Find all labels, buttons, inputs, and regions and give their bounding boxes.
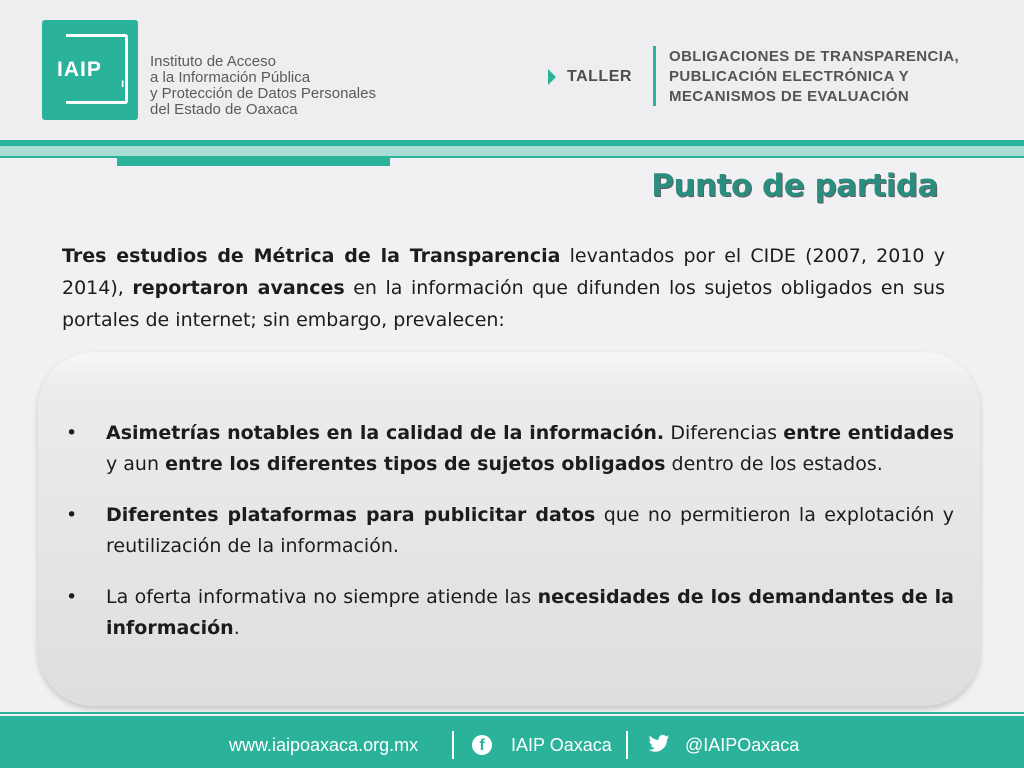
facebook-icon[interactable]: f <box>472 735 492 755</box>
bullet-emphasis: entre los diferentes tipos de sujetos obligados <box>165 453 666 475</box>
accent-band-light <box>0 146 1024 156</box>
intro-emphasis: Tres estudios de Métrica de la Transparencia <box>62 245 561 267</box>
list-item <box>66 500 954 562</box>
program-title-line: MECANISMOS DE EVALUACIÓN <box>669 88 910 105</box>
bullet-text: dentro de los estados. <box>665 453 883 475</box>
facebook-link[interactable]: IAIP Oaxaca <box>511 735 612 755</box>
bullet-text: y aun <box>106 453 166 475</box>
footer-divider <box>626 731 628 759</box>
bullet-emphasis: entre entidades <box>783 422 955 444</box>
bullet-text: Diferencias <box>664 422 784 444</box>
institution-line: y Protección de Datos Personales <box>150 85 376 102</box>
footer-divider <box>452 731 454 759</box>
bullet-icon: • <box>66 422 78 444</box>
bullet-icon: • <box>66 504 78 526</box>
bullet-text: La oferta informativa no siempre atiende las <box>106 586 538 608</box>
bullet-emphasis: Asimetrías notables en la calidad de la información. <box>106 422 665 444</box>
intro-emphasis: reportaron avances <box>132 277 345 299</box>
footer-line <box>0 712 1024 714</box>
bullet-emphasis: necesidades de los demandantes de la información <box>106 586 954 639</box>
bullet-text: . <box>233 617 240 639</box>
twitter-link[interactable]: @IAIPOaxaca <box>685 735 800 755</box>
institution-name <box>150 54 410 118</box>
twitter-icon[interactable] <box>648 734 670 754</box>
website-link[interactable]: www.iaipoaxaca.org.mx <box>229 735 419 755</box>
bullet-text: que no permitieron la explotación y reutilización de la información. <box>106 504 955 557</box>
institution-line: a la Información Pública <box>150 69 311 86</box>
taller-label: TALLER <box>567 68 632 85</box>
institution-line: del Estado de Oaxaca <box>150 101 298 118</box>
program-title-line: OBLIGACIONES DE TRANSPARENCIA, <box>669 48 960 65</box>
header <box>0 0 1024 140</box>
logo-text: IAIP <box>54 58 105 82</box>
header-divider <box>653 46 656 106</box>
chevron-right-icon <box>548 69 556 85</box>
intro-text: en la información que difunden los sujetos obligados en sus portales de internet; sin embargo, prevalecen: <box>62 277 945 331</box>
iaip-logo[interactable] <box>42 20 138 120</box>
institution-line: Instituto de Acceso <box>150 53 276 70</box>
list-item <box>66 418 954 480</box>
logo-mark: I <box>121 80 125 90</box>
findings-list <box>66 418 954 664</box>
intro-text: levantados por el CIDE (2007, 2010 y 2014), <box>62 245 945 299</box>
accent-band-tab <box>117 156 390 166</box>
bullet-icon: • <box>66 586 78 608</box>
program-title <box>669 47 959 107</box>
list-item <box>66 582 954 644</box>
program-title-line: PUBLICACIÓN ELECTRÓNICA Y <box>669 68 910 85</box>
slide-title: Punto de partida <box>651 168 938 204</box>
bullet-emphasis: Diferentes plataformas para publicitar datos <box>106 504 596 526</box>
intro-paragraph <box>62 240 945 336</box>
